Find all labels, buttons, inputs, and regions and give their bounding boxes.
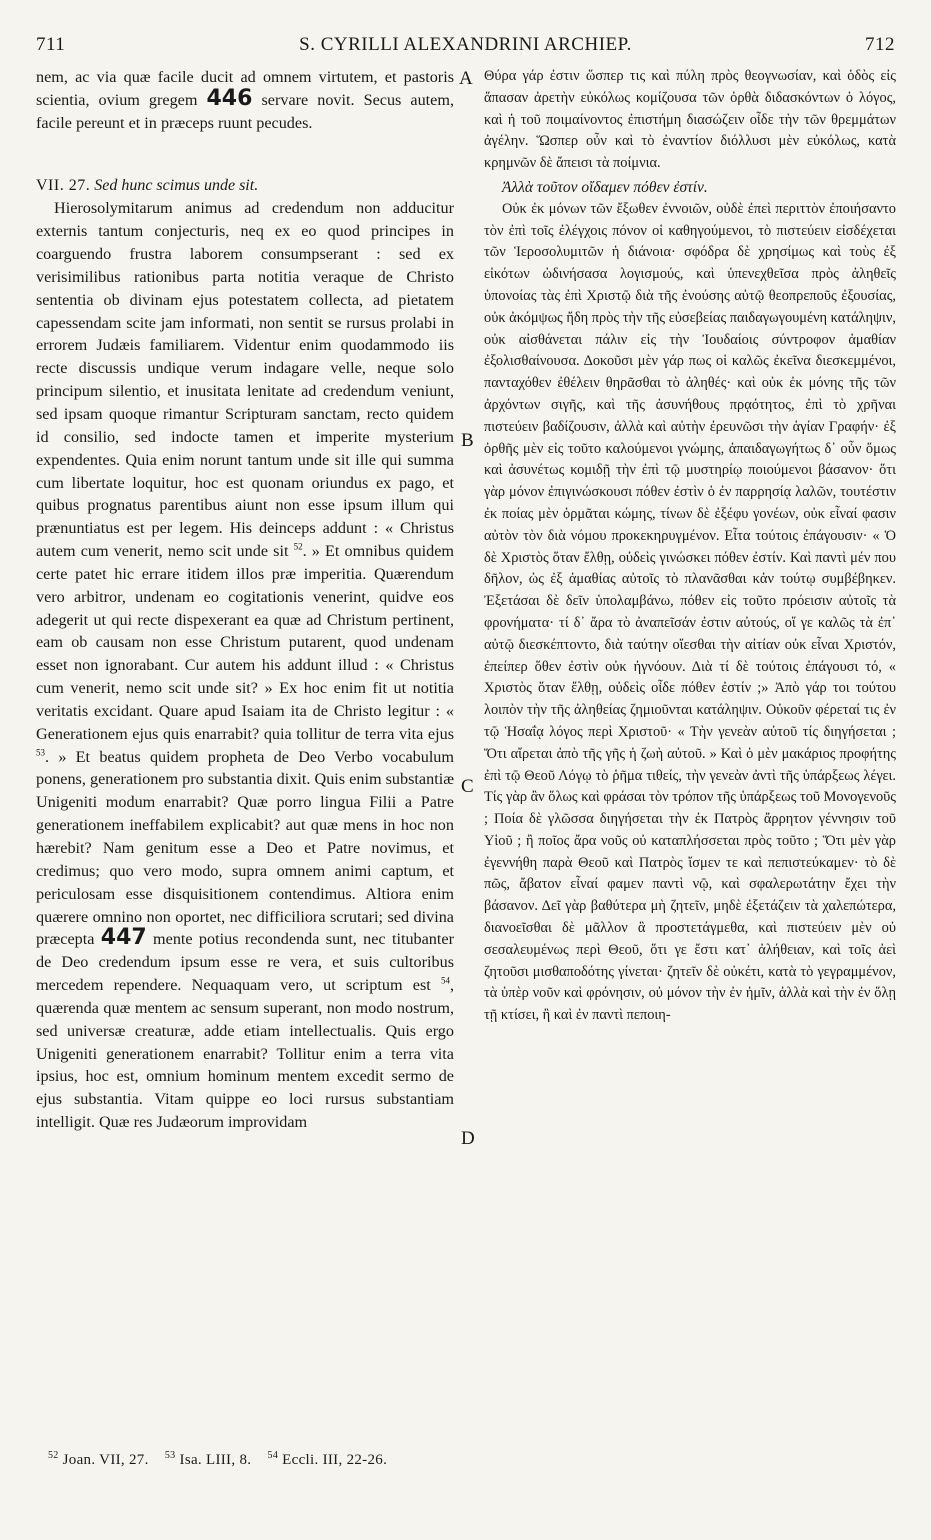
footnote-ref-54: 54	[440, 975, 450, 986]
margin-marker-c: C	[461, 776, 474, 797]
section-heading-greek: Ἀλλὰ τοῦτον οἴδαμεν πόθεν ἐστίν.	[502, 178, 708, 196]
margin-marker-a: A	[459, 68, 473, 89]
latin-text: servare novit. Secus autem, facile pereunt et in præceps ruunt pecudes.	[36, 90, 454, 132]
column-number-447: 447	[100, 925, 147, 951]
footnote-number-52: 52	[48, 1450, 59, 1461]
section-title-latin: Sed hunc scimus unde sit.	[94, 176, 259, 194]
column-number-446: 446	[206, 85, 253, 111]
latin-paragraph-2	[36, 197, 454, 1134]
greek-paragraph-1: Θύρα γάρ ἐστιν ὥσπερ τις καὶ πύλη πρὸς θεογνωσίαν, καὶ ὁδὸς εἰς ἅπασαν ἀρετὴν εὐκόλως κομίζουσα τῶν ὀρθὰ διδασκόντων ὁ λόγος, καὶ ἡ τοῦ ποιμαίνοντος ἐπιστήμη διασώζειν οἶδε τὴν τῶν θρεμμάτων ἀγέλην. Ὥσπερ οὖν καὶ τὸ ἐναντίον διόλλυσι μὲν εὐκόλως, κατὰ κρημνῶν δὲ ἄπεισι τὰ ποίμνια.	[484, 68, 896, 172]
page-header	[36, 34, 895, 64]
greek-paragraph-2: Οὐκ ἐκ μόνων τῶν ἔξωθεν ἐννοιῶν, οὐδὲ ἐπεὶ περιττὸν ἐποιήσαντο τὸν ἐπὶ τοῖς ἐλέγχοις πόνον οἱ καθηγούμενοι, τὸ πιστεύειν εἰσδέχεται τῶν Ἱεροσολυμιτῶν ἡ διάνοια· σφόδρα δὲ χρησίμως καὶ τοὺς ἐξ εἰκότων ὠδινήσασα λογισμούς, καὶ ὑπενεχθεῖσα πρὸς ἀληθεῖς ὑπονοίας τὰς ἐπὶ Χριστῷ διὰ τῆς ἐνούσης αὐτῷ θεοπρεποῦς ἐξουσίας, οὐκ ἀκόμψως ἤδη πρὸς τὴν τῆς εὐσεβείας παιδαγωγουμένη κατάληψιν, οὐκ αἰσθάνεται πάλιν εἰς τὴν Ἰουδαίοις σύντροφον ἀμαθίαν ἐξολισθαίνουσα. Δοκοῦσι μὲν γάρ πως οἱ καλῶς ἐκεῖνα διεσκεμμένοι, πανταχόθεν ἐθέλειν θηρᾶσθαι τὸ ἀληθές· καὶ οὐκ ἐκ μόνης τῆς τῶν ἀρχόντων σιγῆς, καὶ τῆς ἀσυνήθους πρᾳότητος, ἐπὶ τὸ χρῆναι πιστεύειν βαδίζουσιν, ἀλλὰ καὶ αὐτὴν ἐρευνῶσι τὴν ἁγίαν Γραφήν· ἐξ ὀρθῆς μὲν εἰς τοῦτο καλούμενοι γνώμης, ἀπαιδαγωγήτως δ᾽ οὖν ὅμως καὶ ἀσυνέτως κομιδῇ τὴν ἐπὶ τῷ μυστηρίῳ ποιούμενοι βάσανον· ὅτι γὰρ μόνον ἐπιγινώσκουσι πόθεν ἐστὶν ὁ ἐν παρρησίᾳ λαλῶν, τουτέστιν ἐκ ποίας μὲν ὁρμᾶται κώμης, τίνων δὲ ἐξέφυ γονέων, οὐκ εἶναί φασιν αὐτὸν τὸν διὰ νόμου προκεκηρυγμένον. Εἶτα τούτοις ἐπάγουσιν· « Ὁ δὲ Χριστὸς ὅταν ἔλθῃ, οὐδεὶς γινώσκει πόθεν ἐστίν. Καὶ παντὶ μέν που δῆλον, ὡς ἐξ ἀμαθίας αὐτοῖς τὸ πλανᾶσθαι κἀν τούτῳ συμβέβηκεν. Ἐξετάσαι δὲ δεῖν ὑπολαμβάνω, πόθεν εἰς τοῦτο πρόεισιν αὐτοῖς τὰ φρονήματα· τί δ᾽ ἄρα τὸ ἀναπεῖσάν ἐστιν αὐτούς, οἵ γε καλῶς τὰ ἐπ᾽ αὐτῷ διεσκέπτοντο, διὰ ταύτην οἴεσθαι τὴν αἰτίαν οὐκ εἶναι Χριστόν, ἐπείπερ ὅθεν ἐστὶν οὐκ ἠγνόουν. Διὰ τί δὲ τούτοις ἐπάγουσι τό, « Χριστὸς ὅταν ἔλθῃ, οὐδεὶς οἶδε πόθεν ἐστίν ;» Ἀπὸ γάρ τοι τούτου λοιπὸν τὴν τῆς ἀληθείας ζημιοῦνται κατάληψιν. Οὐκοῦν φέρεταί τις ἐν τῷ Ἡσαΐᾳ λόγος περὶ Χριστοῦ· « Τὴν γενεὰν αὐτοῦ τίς διηγήσεται ; Ὅτι αἴρεται ἀπὸ τῆς γῆς ἡ ζωὴ αὐτοῦ. » Καὶ ὁ μὲν μακάριος προφήτης ἐπὶ τῷ Θεοῦ Λόγῳ τὸ ῥῆμα τιθείς, τὴν γενεὰν ἀντὶ τῆς ὑπάρξεως λέγει. Τίς γὰρ ἂν ὅλως καὶ φράσαι τὸν τρόπον τῆς ὑπάρξεως τοῦ Μονογενοῦς ; Ποία δὲ γλῶσσα διηγήσεται τὴν ἐκ Πατρὸς ἄρρητον γέννησιν τοῦ Υἱοῦ ; ἢ ποῖος ἄρα νοῦς οὐ καταπλήσσεται πρὸς τοῦτο ; Ὅτι μὲν γὰρ ἐγεννήθη παρὰ Θεοῦ καὶ Πατρὸς ἴσμεν τε καὶ πεπιστεύκαμεν· τὸ δὲ πῶς, ἄβατον εἶναί φαμεν παντὶ νῷ, καὶ σφαλερωτάτην ἔχει τὴν βάσανον. Δεῖ γὰρ βαθύτερα μὴ ζητεῖν, μηδὲ ἐξετάζειν τὰ χαλεπώτερα, διανοεῖσθαι δὲ μᾶλλον ἃ προστετάγμεθα, καὶ πιστεύειν μὲν οὐ σεσαλευμένως περὶ Θεοῦ, ὅτι γε ἔστι κατ᾽ ἀλήθειαν, καὶ τοῖς ἀεὶ ζητοῦσι μισθαποδότης γίνεται· ζητεῖν δὲ οὐκέτι, κατὰ τὸ γεγραμμένον, τὰ ὑπὲρ νοῦν καὶ φρόνησιν, οὐ μόνον τὴν ἐν ἡμῖν, ἀλλὰ καὶ τὴν ἐν ὅλῃ τῇ κτίσει, ἢ καὶ ἐν παντὶ πεποιη-	[484, 200, 897, 1024]
margin-marker-d: D	[461, 1128, 475, 1149]
latin-text: nem, ac via quæ facile ducit ad omnem virtutem, et pastoris scientia, ovium gregem	[36, 68, 454, 109]
running-title: S. CYRILLI ALEXANDRINI ARCHIEP.	[299, 34, 632, 55]
latin-text: . » Et beatus quidem propheta de Deo Verbo vocabulum ponens, generationem pro substantia dixit. Quis enim substantiæ Unigeniti modum enarrabit? Quæ porro lingua Filii a Patre generationem ineffabilem explicabit? aut quæ mens in hoc non hærebit? Nam genitum esse a Deo et Patre novimus, et credimus; quo vero modo, supra omnem animi captum, et periculosam esse disquisitionem contendimus. Altiora enim quærere omnino non oportet, nec difficiliora scrutari; sed divina præcepta	[36, 747, 454, 949]
latin-paragraph-1	[36, 66, 454, 135]
footnote-number-54: 54	[267, 1450, 279, 1461]
section-number: VII. 27.	[36, 176, 91, 194]
latin-text: mente potius recondenda sunt, nec titubanter de Deo credendum ipsum esse re vera, et suis cultoribus mercedem rependere. Nequaquam vero, ut scriptum est	[36, 930, 454, 995]
footnote-ref-53: 53	[36, 747, 45, 758]
page-number-right: 712	[865, 34, 895, 55]
latin-text: . » Et omnibus quidem certe patet hic errare itidem illos præ imperitia. Quærendum vero arbitror, undenam eo cogitationis venerint, quidve eos adegerit ut qui recte dispexerant ea quæ ad Christum pertinent, eam ob causam non esse Christum putarent, quod undenam esset non ignorabant. Cur autem his addunt illud : « Christus cum venerit, nemo scit unde sit? » Ex hoc enim fit ut notitia veritatis excidant. Quare apud Isaiam ita de Christo legitur : « Generationem ejus quis enarrabit? quia tollitur de terra vita ejus	[36, 542, 454, 743]
latin-text: , quærenda quæ mentem ac sensum superant, non modo nostrum, sed universæ creaturæ, adde etiam intellectualis. Quis ergo Unigeniti generationem enarrabit? Tollitur enim a terra vita ipsius, hoc est, omnium hominum mentem excedit sermo de ejus substantia. Vitam quippe eo loci rursus substantiam intelligit. Quæ res Judæorum improvidam	[36, 976, 454, 1132]
margin-marker-b: B	[461, 430, 474, 451]
footnotes	[48, 1452, 387, 1469]
page-number-left: 711	[36, 34, 66, 55]
footnote-number-53: 53	[164, 1450, 176, 1461]
latin-column	[36, 66, 454, 1134]
footnote-text-54: Eccli. III, 22-26.	[278, 1452, 388, 1468]
footnote-text-53: Isa. LIII, 8.	[175, 1452, 252, 1468]
section-heading-latin	[36, 175, 454, 198]
footnote-text-52: Joan. VII, 27.	[58, 1452, 149, 1468]
latin-text: Hierosolymitarum animus ad credendum non adducitur externis tantum conjecturis, neq ex eo quod principes in coarguendo frustra laborem consumpserant : sed ex verisimilibus rationibus parta notitia veraque de Christo sententia ob divinam ejus potestatem collecta, ad pietatem capessendam scite jam informati, non sentit se rursus prolabi in errorem Judæis familiarem. Videntur enim quodammodo iis recte discussis undique verum indagare velle, neque solo principum silentio, et inusitata lenitate ad credendum veniunt, sed ipsam quoque rimantur Scripturam sanctam, recto quidem id consilio, sed indocte tamen et imperite mysterium expendentes. Quia enim norunt tantum unde sit ille qui summa cum libertate loquitur, hoc est quonam oriundus ex pago, et quibus prognatus parentibus aiunt non esse ipsum illum qui prænuntiatus est per legem. His deinceps addunt : « Christus autem cum venerit, nemo scit unde sit	[36, 199, 454, 561]
greek-column	[484, 66, 896, 1027]
footnote-ref-52: 52	[293, 541, 303, 552]
